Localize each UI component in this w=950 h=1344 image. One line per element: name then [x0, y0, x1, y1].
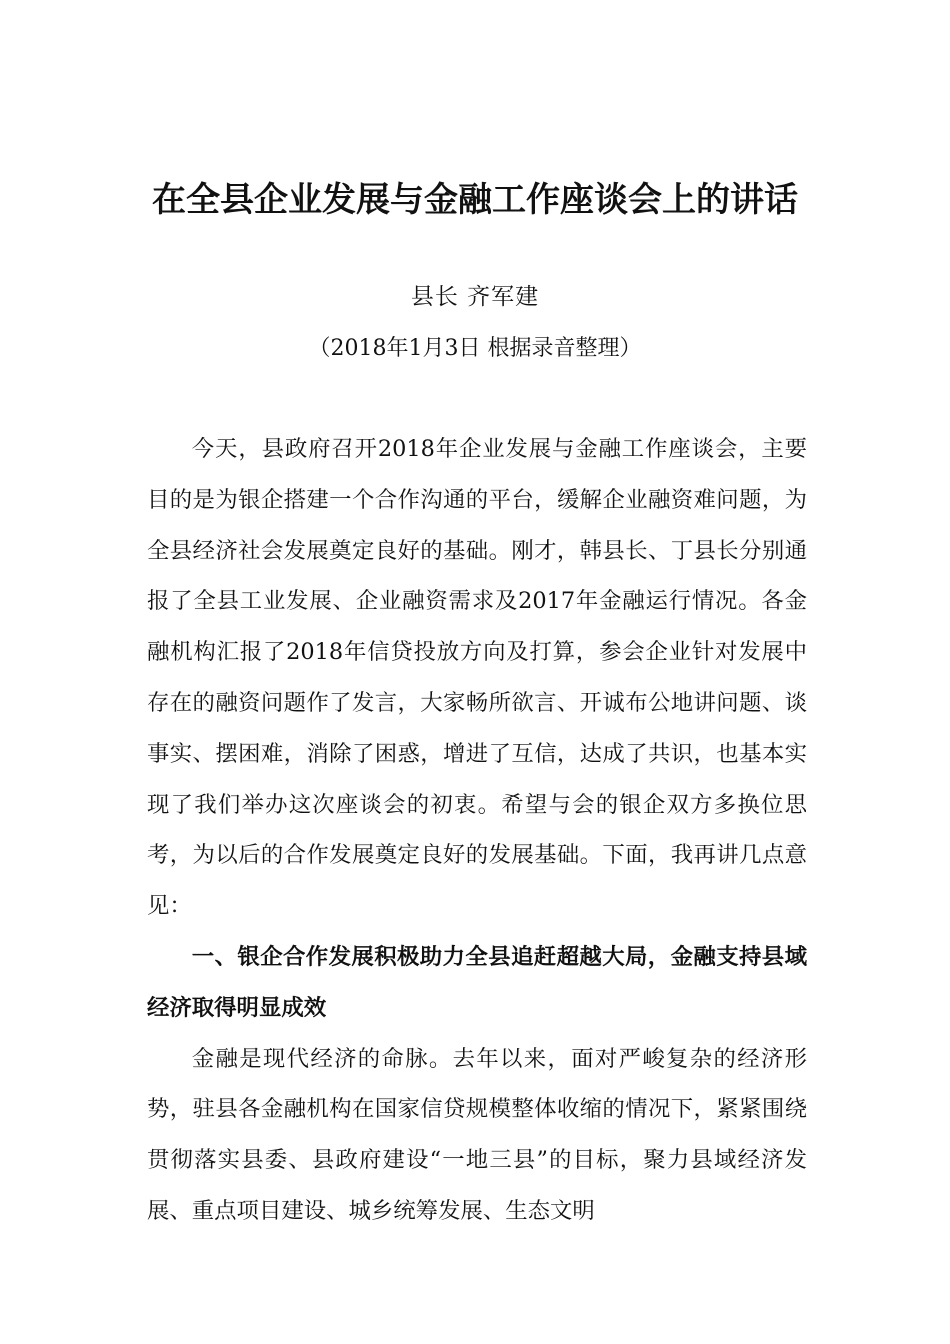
date-line: （2018年1月3日 根据录音整理）: [308, 336, 642, 361]
document-body: [147, 424, 807, 1237]
document-title: 在全县企业发展与金融工作座谈会上的讲话: [152, 180, 798, 220]
section-heading: 一、银企合作发展积极助力全县追赶超越大局，金融支持县域经济取得明显成效: [147, 943, 807, 1021]
author-line: 县长 齐军建: [410, 284, 540, 310]
body-paragraph: 今天，县政府召开2018年企业发展与金融工作座谈会，主要目的是为银企搭建一个合作沟通的平台，缓解企业融资难问题，为全县经济社会发展奠定良好的基础。刚才，韩县长、丁县长分别通报了全县工业发展、企业融资需求及2017年金融运行情况。各金融机构汇报了2018年信贷投放方向及打算，参会企业针对发展中存在的融资问题作了发言，大家畅所欲言、开诚布公地讲问题、谈事实、摆困难，消除了困惑，增进了互信，达成了共识，也基本实现了我们举办这次座谈会的初衷。希望与会的银企双方多换位思考，为以后的合作发展奠定良好的发展基础。下面，我再讲几点意见：: [147, 436, 807, 920]
section-paragraph: 金融是现代经济的命脉。去年以来，面对严峻复杂的经济形势，驻县各金融机构在国家信贷规模整体收缩的情况下，紧紧围绕贯彻落实县委、县政府建设“一地三县”的目标，聚力县域经济发展、重点项目建设、城乡统筹发展、生态文明: [147, 1045, 807, 1224]
